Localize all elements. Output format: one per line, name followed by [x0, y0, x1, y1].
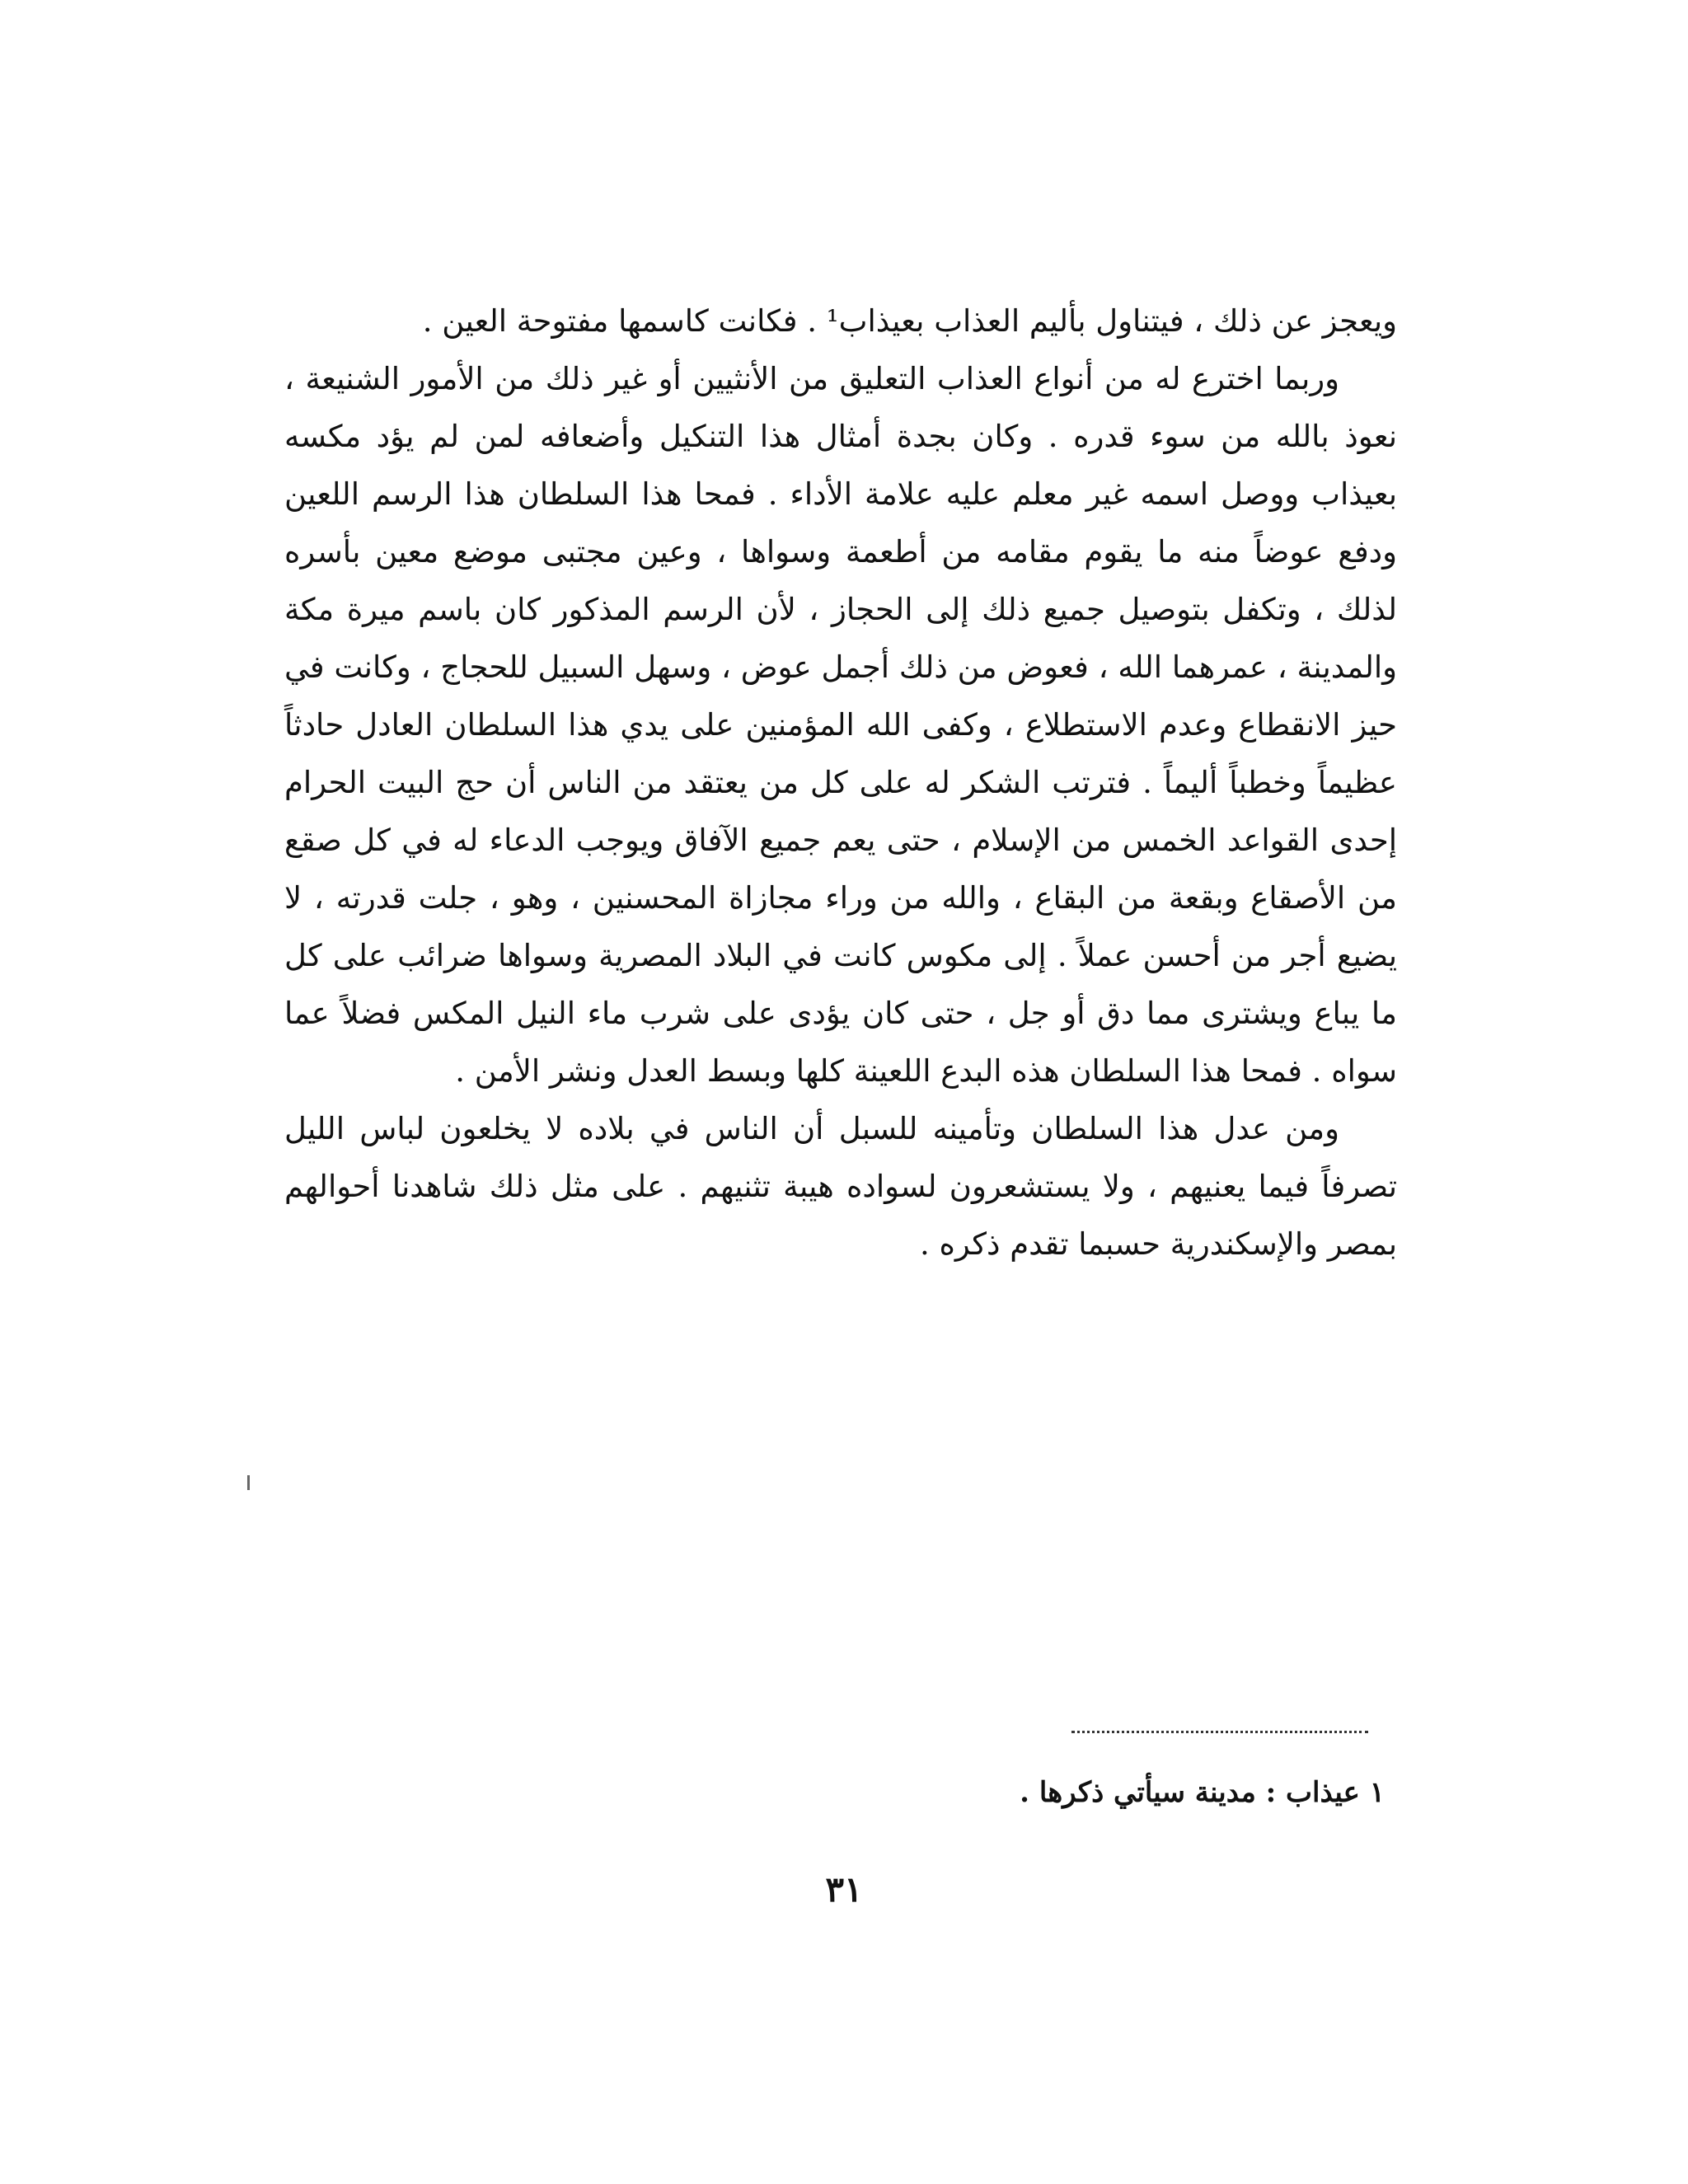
- margin-mark: [247, 1475, 250, 1490]
- footnote: ١ عيذاب : مدينة سيأتي ذكرها .: [1020, 1776, 1385, 1809]
- footnote-separator: [1071, 1731, 1368, 1733]
- body-text: [284, 293, 1397, 1273]
- page-number: ٣١: [825, 1869, 863, 1910]
- paragraph-2: وربما اخترع له من أنواع العذاب التعليق من الأنثيين أو غير ذلك من الأمور الشنيعة ، نعوذ بالله من سوء قدره . وكان بجدة أمثال هذا التنكيل وأضعافه لمن لم يؤد مكسه بعيذاب ووصل اسمه غير معلم عليه علامة الأداء . فمحا هذا السلطان هذا الرسم اللعين ودفع عوضاً منه ما يقوم مقامه من أطعمة وسواها ، وعين مجتبى موضع معين بأسره لذلك ، وتكفل بتوصيل جميع ذلك إلى الحجاز ، لأن الرسم المذكور كان باسم ميرة مكة والمدينة ، عمرهما الله ، فعوض من ذلك أجمل عوض ، وسهل السبيل للحجاج ، وكانت في حيز الانقطاع وعدم الاستطلاع ، وكفى الله المؤمنين على يدي هذا السلطان العادل حادثاً عظيماً وخطباً أليماً . فترتب الشكر له على كل من يعتقد من الناس أن حج البيت الحرام إحدى القواعد الخمس من الإسلام ، حتى يعم جميع الآفاق ويوجب الدعاء له في كل صقع من الأصقاع وبقعة من البقاع ، والله من وراء مجازاة المحسنين ، وهو ، جلت قدرته ، لا يضيع أجر من أحسن عملاً . إلى مكوس كانت في البلاد المصرية وسواها ضرائب على كل ما يباع ويشترى مما دق أو جل ، حتى كان يؤدى على شرب ماء النيل المكس فضلاً عما سواه . فمحا هذا السلطان هذه البدع اللعينة كلها وبسط العدل ونشر الأمن .: [284, 361, 1397, 1089]
- paragraph-3: ومن عدل هذا السلطان وتأمينه للسبل أن الناس في بلاده لا يخلعون لباس الليل تصرفاً فيما يعنيهم ، ولا يستشعرون لسواده هيبة تثنيهم . على مثل ذلك شاهدنا أحوالهم بمصر والإسكندرية حسبما تقدم ذكره .: [284, 1111, 1397, 1262]
- paragraph-1: ويعجز عن ذلك ، فيتناول بأليم العذاب بعيذاب¹ . فكانت كاسمها مفتوحة العين .: [422, 303, 1397, 339]
